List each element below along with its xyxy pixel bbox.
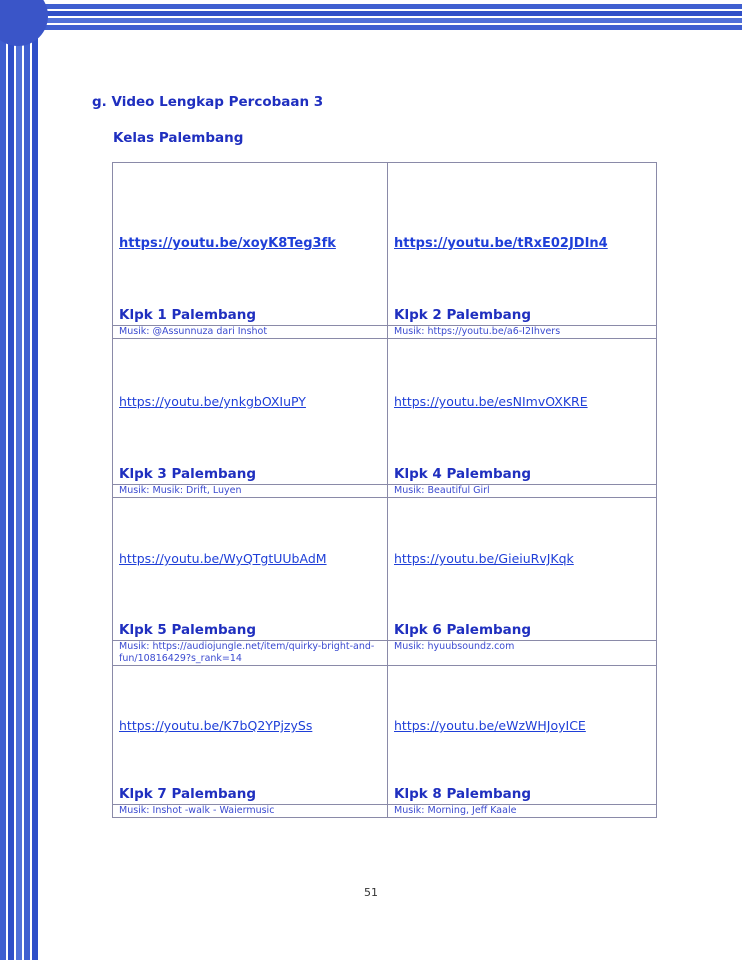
page-corner-ornament — [0, 0, 48, 46]
video-table — [112, 162, 657, 818]
video-cell — [113, 339, 388, 485]
video-link[interactable]: https://youtu.be/eWzWHJoyICE — [394, 718, 586, 733]
video-row — [113, 498, 657, 641]
video-cell — [388, 339, 657, 485]
music-credit: Musik: Morning, Jeff Kaale — [388, 805, 657, 818]
video-cell — [113, 666, 388, 805]
group-label: Klpk 2 Palembang — [394, 307, 532, 323]
video-row — [113, 339, 657, 485]
group-label: Klpk 7 Palembang — [119, 786, 257, 802]
page-border-left — [0, 20, 38, 960]
group-label: Klpk 3 Palembang — [119, 466, 257, 482]
video-link[interactable]: https://youtu.be/GieiuRvJKqk — [394, 551, 574, 566]
video-row — [113, 666, 657, 805]
video-cell — [388, 163, 657, 326]
music-credit: Musik: Beautiful Girl — [388, 485, 657, 498]
video-link[interactable]: https://youtu.be/K7bQ2YPjzySs — [119, 718, 313, 733]
music-credit: Musik: hyuubsoundz.com — [388, 641, 657, 666]
group-label: Klpk 6 Palembang — [394, 622, 532, 638]
page-number: 51 — [364, 886, 378, 899]
music-row — [113, 805, 657, 818]
group-label: Klpk 8 Palembang — [394, 786, 532, 802]
section-heading: g. Video Lengkap Percobaan 3 — [92, 94, 324, 110]
video-link[interactable]: https://youtu.be/tRxE02JDIn4 — [394, 236, 608, 251]
video-link[interactable]: https://youtu.be/esNImvOXKRE — [394, 394, 588, 409]
video-cell — [113, 163, 388, 326]
video-link[interactable]: https://youtu.be/WyQTgtUUbAdM — [119, 551, 327, 566]
music-credit: Musik: Inshot -walk - Waiermusic — [113, 805, 388, 818]
class-heading: Kelas Palembang — [113, 130, 244, 146]
music-row — [113, 641, 657, 666]
group-label: Klpk 1 Palembang — [119, 307, 257, 323]
music-row — [113, 485, 657, 498]
video-link[interactable]: https://youtu.be/ynkgbOXIuPY — [119, 394, 306, 409]
music-credit: Musik: @Assunnuza dari Inshot — [113, 326, 388, 339]
music-row — [113, 326, 657, 339]
page-border-top — [20, 0, 742, 30]
video-cell — [388, 498, 657, 641]
group-label: Klpk 4 Palembang — [394, 466, 532, 482]
video-row — [113, 163, 657, 326]
music-credit: Musik: https://youtu.be/a6-I2Ihvers — [388, 326, 657, 339]
music-credit: Musik: https://audiojungle.net/item/quirky-bright-and-fun/10816429?s_rank=14 — [113, 641, 388, 666]
video-cell — [388, 666, 657, 805]
music-credit: Musik: Musik: Drift, Luyen — [113, 485, 388, 498]
group-label: Klpk 5 Palembang — [119, 622, 257, 638]
video-cell — [113, 498, 388, 641]
video-link[interactable]: https://youtu.be/xoyK8Teg3fk — [119, 236, 336, 251]
